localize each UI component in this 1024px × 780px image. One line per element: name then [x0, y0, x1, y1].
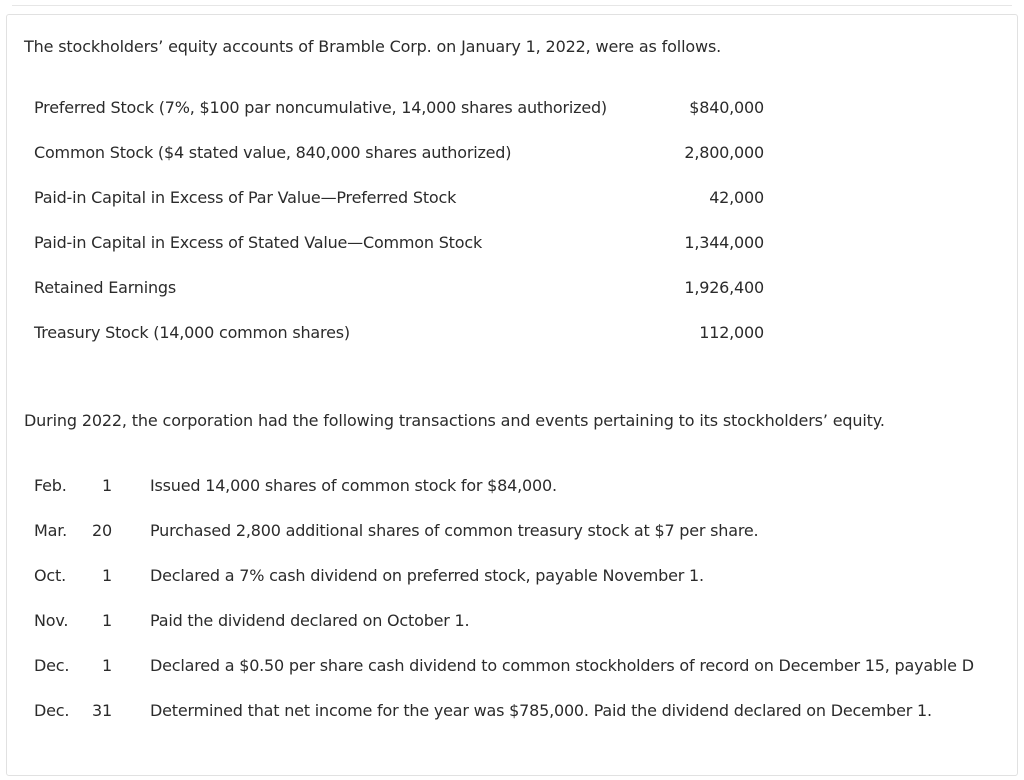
transactions-list: [34, 473, 1018, 743]
transaction-month: Dec.: [34, 656, 70, 675]
transaction-month: Feb.: [34, 476, 67, 495]
equity-accounts-table: [34, 95, 774, 365]
transaction-description: Determined that net income for the year was $785,000. Paid the dividend declared on December 1.: [150, 701, 932, 720]
transaction-row: [34, 518, 1018, 563]
account-label: Paid-in Capital in Excess of Stated Value—Common Stock: [34, 233, 483, 252]
top-divider: [12, 5, 1012, 6]
transaction-month: Oct.: [34, 566, 66, 585]
account-row: [34, 185, 774, 230]
account-row: [34, 320, 774, 365]
account-label: Retained Earnings: [34, 278, 177, 297]
account-amount: 42,000: [709, 188, 764, 207]
transaction-day: 1: [102, 656, 112, 675]
transaction-description: Paid the dividend declared on October 1.: [150, 611, 470, 630]
transaction-month: Nov.: [34, 611, 69, 630]
transaction-row: [34, 608, 1018, 653]
account-row: [34, 95, 774, 140]
transaction-day: 1: [102, 566, 112, 585]
account-amount: 2,800,000: [684, 143, 764, 162]
transaction-month: Dec.: [34, 701, 70, 720]
account-label: Common Stock ($4 stated value, 840,000 shares authorized): [34, 143, 512, 162]
account-row: [34, 140, 774, 185]
account-label: Treasury Stock (14,000 common shares): [34, 323, 350, 342]
account-amount: 1,926,400: [684, 278, 764, 297]
transaction-description: Issued 14,000 shares of common stock for $84,000.: [150, 476, 557, 495]
account-row: [34, 230, 774, 275]
transaction-day: 20: [92, 521, 112, 540]
transaction-description: Declared a $0.50 per share cash dividend to common stockholders of record on December 15, payable D: [150, 656, 974, 675]
transaction-day: 31: [92, 701, 112, 720]
problem-panel: [6, 14, 1018, 776]
transaction-description: Purchased 2,800 additional shares of common treasury stock at $7 per share.: [150, 521, 759, 540]
account-row: [34, 275, 774, 320]
account-label: Preferred Stock (7%, $100 par noncumulative, 14,000 shares authorized): [34, 98, 607, 117]
account-amount: $840,000: [689, 98, 764, 117]
transaction-description: Declared a 7% cash dividend on preferred stock, payable November 1.: [150, 566, 704, 585]
account-amount: 112,000: [699, 323, 764, 342]
transaction-day: 1: [102, 476, 112, 495]
account-label: Paid-in Capital in Excess of Par Value—Preferred Stock: [34, 188, 457, 207]
intro-text: The stockholders’ equity accounts of Bramble Corp. on January 1, 2022, were as follows.: [24, 37, 722, 56]
transaction-row: [34, 563, 1018, 608]
account-amount: 1,344,000: [684, 233, 764, 252]
transaction-row: [34, 698, 1018, 743]
transactions-intro-text: During 2022, the corporation had the following transactions and events pertaining to its stockholders’ equity.: [24, 411, 885, 430]
transaction-row: [34, 473, 1018, 518]
transaction-day: 1: [102, 611, 112, 630]
transaction-month: Mar.: [34, 521, 68, 540]
transaction-row: [34, 653, 1018, 698]
